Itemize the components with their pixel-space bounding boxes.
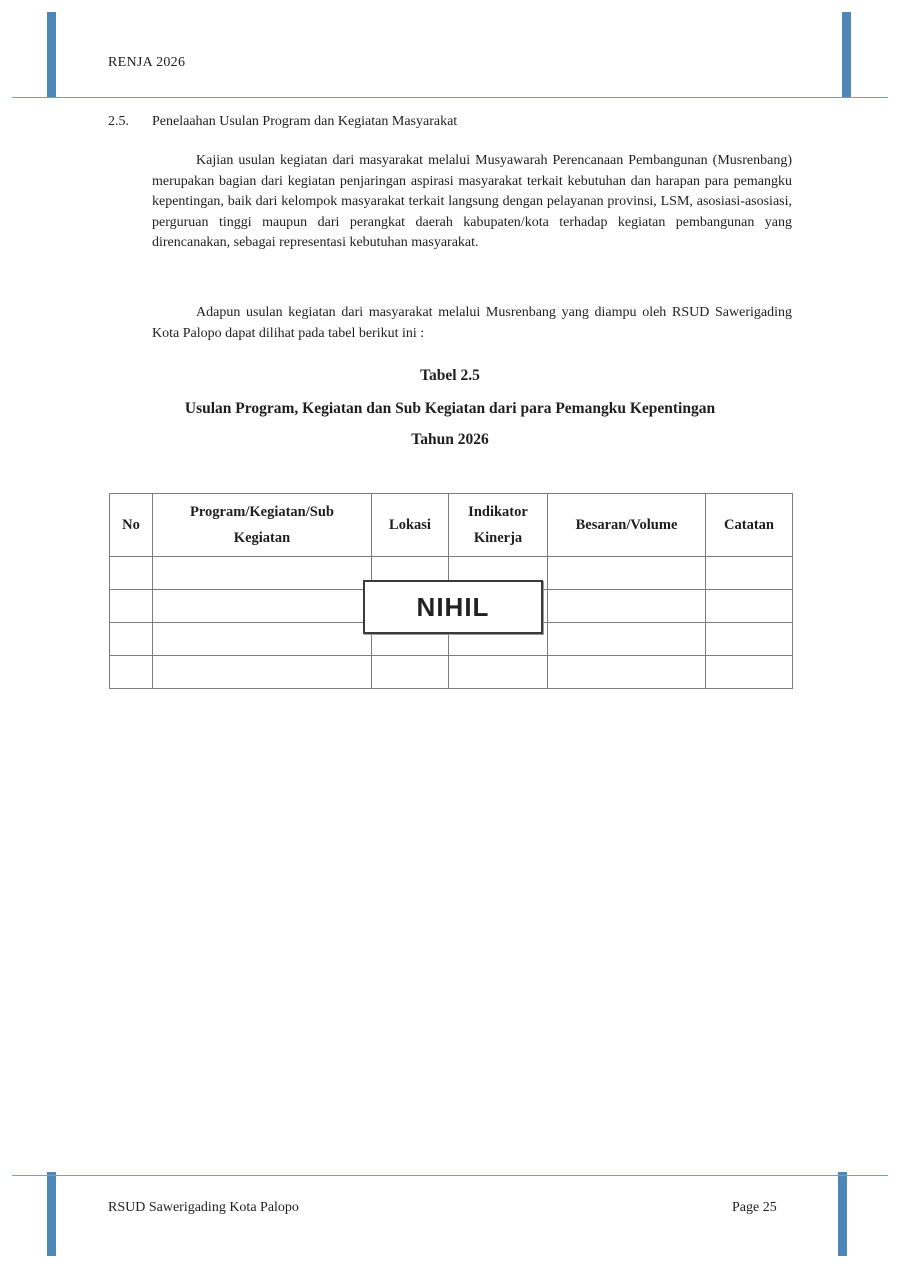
- header-right-bar: [842, 12, 851, 98]
- nihil-stamp: NIHIL: [363, 580, 543, 634]
- col-header-no: No: [110, 494, 153, 557]
- col-header-lokasi: Lokasi: [372, 494, 449, 557]
- footer-institution: RSUD Sawerigading Kota Palopo: [108, 1200, 299, 1215]
- table-cell: [153, 656, 372, 689]
- col-header-indikator: Indikator Kinerja: [449, 494, 548, 557]
- section-heading: [108, 114, 457, 130]
- table-caption-year: Tahun 2026: [411, 431, 489, 448]
- table-row: [110, 656, 793, 689]
- table-cell: [548, 656, 706, 689]
- table-cell: [110, 557, 153, 590]
- footer-rule: [12, 1175, 888, 1176]
- col-header-besaran: Besaran/Volume: [548, 494, 706, 557]
- paragraph-usulan: Adapun usulan kegiatan dari masyarakat melalui Musrenbang yang diampu oleh RSUD Sawerigading Kota Palopo dapat dilihat pada tabel berikut ini :: [152, 305, 792, 341]
- table-cell: [548, 590, 706, 623]
- table-header-row: [110, 494, 793, 557]
- table-caption-title: Usulan Program, Kegiatan dan Sub Kegiatan dari para Pemangku Kepentingan: [184, 400, 716, 417]
- col-header-catatan: Catatan: [706, 494, 793, 557]
- footer-page-number: Page 25: [732, 1200, 777, 1215]
- table-cell: [706, 623, 793, 656]
- table-cell: [706, 656, 793, 689]
- section-number: 2.5.: [108, 114, 129, 129]
- col-header-program: Program/Kegiatan/Sub Kegiatan: [153, 494, 372, 557]
- footer-right-bar: [838, 1172, 847, 1256]
- table-cell: [372, 656, 449, 689]
- table-cell: [153, 623, 372, 656]
- header-title: RENJA 2026: [108, 55, 186, 70]
- table-cell: [110, 656, 153, 689]
- table-cell: [706, 557, 793, 590]
- table-cell: [153, 557, 372, 590]
- section-title: Penelaahan Usulan Program dan Kegiatan Masyarakat: [152, 114, 458, 129]
- header-rule: [12, 97, 888, 98]
- footer-left-bar: [47, 1172, 56, 1256]
- table-cell: [110, 623, 153, 656]
- header-left-bar: [47, 12, 56, 98]
- table-cell: [548, 557, 706, 590]
- table-cell: [548, 623, 706, 656]
- table-cell: [449, 656, 548, 689]
- table-cell: [153, 590, 372, 623]
- table-cell: [110, 590, 153, 623]
- table-cell: [706, 590, 793, 623]
- paragraph-musrenbang: Kajian usulan kegiatan dari masyarakat melalui Musyawarah Perencanaan Pembangunan (Musrenbang) merupakan bagian dari kegiatan penjaringan aspirasi masyarakat terkait kebutuhan dan harapan para pemangku kepentingan, baik dari kelompok masyarakat terkait langsung dengan pelayanan provinsi, LSM, asosiasi-asosiasi, perguruan tinggi maupun dari perangkat daerah kabupaten/kota terhadap kegiatan pembangunan yang direncanakan, sebagai representasi kebutuhan masyarakat.: [152, 153, 792, 250]
- table-caption-label: Tabel 2.5: [420, 367, 480, 384]
